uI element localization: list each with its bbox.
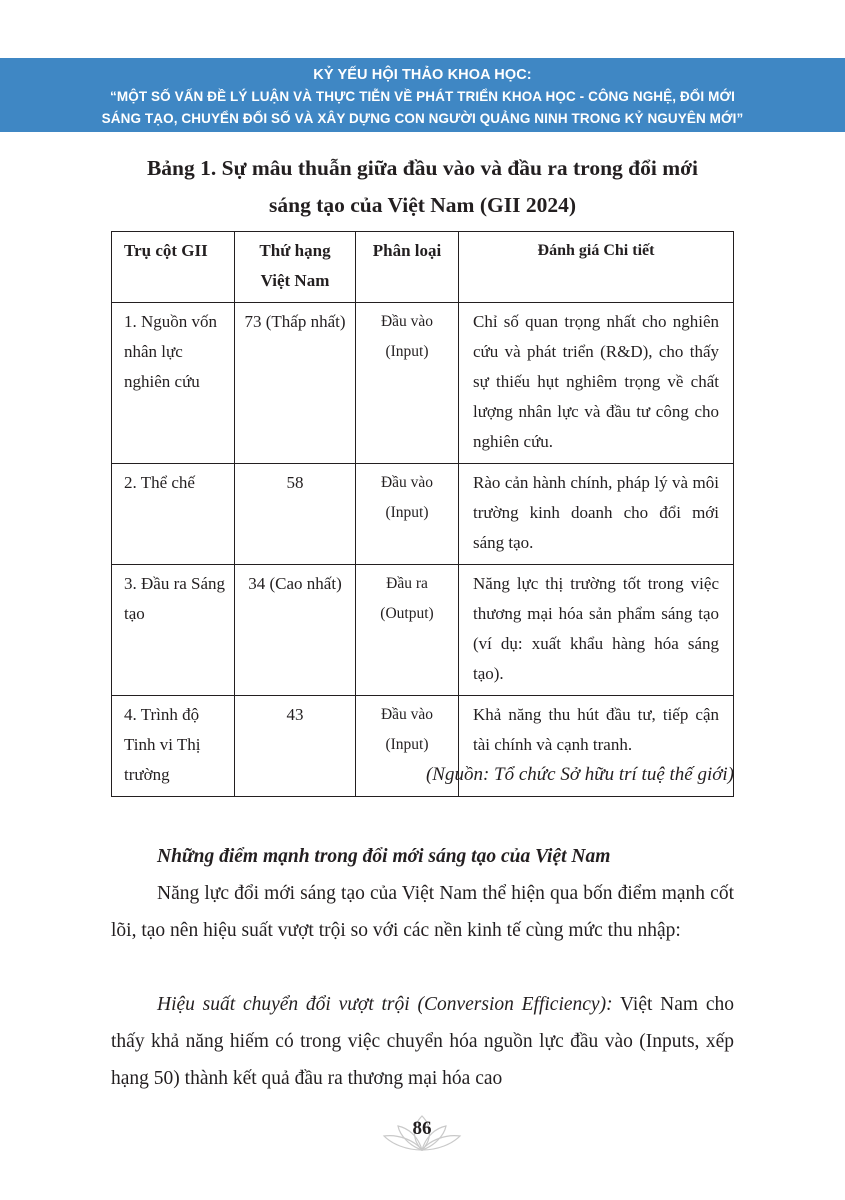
cell-rank: 43 (235, 696, 356, 797)
gii-table (111, 231, 734, 797)
cell-detail: Năng lực thị trường tốt trong việc thương mại hóa sản phẩm sáng tạo (ví dụ: xuất khẩu hàng hóa sáng tạo). (459, 565, 734, 696)
paragraph-2-text: Việt Nam cho thấy khả năng hiếm có trong việc chuyển hóa nguồn lực đầu vào (Inputs, xếp hạng 50) thành kết quả đầu ra thương mại hóa cao (111, 994, 734, 1089)
page-number-ornament (372, 1112, 472, 1156)
table-row (112, 464, 734, 565)
cell-type: Đầu ra (Output) (356, 565, 459, 696)
table-header-row (112, 232, 734, 303)
table-row (112, 565, 734, 696)
table-title-line-1: Bảng 1. Sự mâu thuẫn giữa đầu vào và đầu ra trong đổi mới (146, 156, 699, 180)
cell-pillar: 3. Đầu ra Sáng tạo (112, 565, 235, 696)
paragraph-1: Năng lực đổi mới sáng tạo của Việt Nam thể hiện qua bốn điểm mạnh cốt lõi, tạo nên hiệu suất vượt trội so với các nền kinh tế cùng mức thu nhập: (111, 883, 734, 941)
section-heading: Những điểm mạnh trong đổi mới sáng tạo của Việt Nam (157, 846, 611, 867)
cell-type: Đầu vào (Input) (356, 464, 459, 565)
cell-type: Đầu vào (Input) (356, 696, 459, 797)
cell-type: Đầu vào (Input) (356, 303, 459, 464)
header-banner (0, 58, 845, 132)
header-pillar: Trụ cột GII (112, 232, 235, 303)
cell-rank: 34 (Cao nhất) (235, 565, 356, 696)
cell-rank: 73 (Thấp nhất) (235, 303, 356, 464)
paragraph-2 (111, 986, 734, 1097)
table-row (112, 303, 734, 464)
header-detail: Đánh giá Chi tiết (459, 232, 734, 303)
cell-detail: Rào cản hành chính, pháp lý và môi trường kinh doanh cho đổi mới sáng tạo. (459, 464, 734, 565)
cell-detail: Khả năng thu hút đầu tư, tiếp cận tài chính và cạnh tranh. (459, 696, 734, 797)
header-rank: Thứ hạng Việt Nam (235, 232, 356, 303)
cell-pillar: 1. Nguồn vốn nhân lực nghiên cứu (112, 303, 235, 464)
cell-pillar: 2. Thể chế (112, 464, 235, 565)
table-source: (Nguồn: Tổ chức Sở hữu trí tuệ thế giới) (425, 764, 734, 785)
header-line-1: KỶ YẾU HỘI THẢO KHOA HỌC: (313, 67, 532, 83)
cell-detail: Chỉ số quan trọng nhất cho nghiên cứu và phát triển (R&D), cho thấy sự thiếu hụt nghiêm trọng về chất lượng nhân lực và đầu tư công cho nghiên cứu. (459, 303, 734, 464)
table-title (60, 150, 785, 224)
cell-pillar: 4. Trình độ Tinh vi Thị trường (112, 696, 235, 797)
header-line-2: “MỘT SỐ VẤN ĐỀ LÝ LUẬN VÀ THỰC TIỄN VỀ PHÁT TRIỂN KHOA HỌC - CÔNG NGHỆ, ĐỔI MỚI (110, 89, 735, 104)
paragraph-2-lead: Hiệu suất chuyển đổi vượt trội (Conversion Efficiency): (157, 994, 613, 1015)
header-line-3: SÁNG TẠO, CHUYỂN ĐỔI SỐ VÀ XÂY DỰNG CON NGƯỜI QUẢNG NINH TRONG KỶ NGUYÊN MỚI” (101, 111, 744, 126)
header-type: Phân loại (356, 232, 459, 303)
page-number: 86 (412, 1118, 432, 1139)
table-title-line-2: sáng tạo của Việt Nam (GII 2024) (269, 193, 576, 217)
cell-rank: 58 (235, 464, 356, 565)
